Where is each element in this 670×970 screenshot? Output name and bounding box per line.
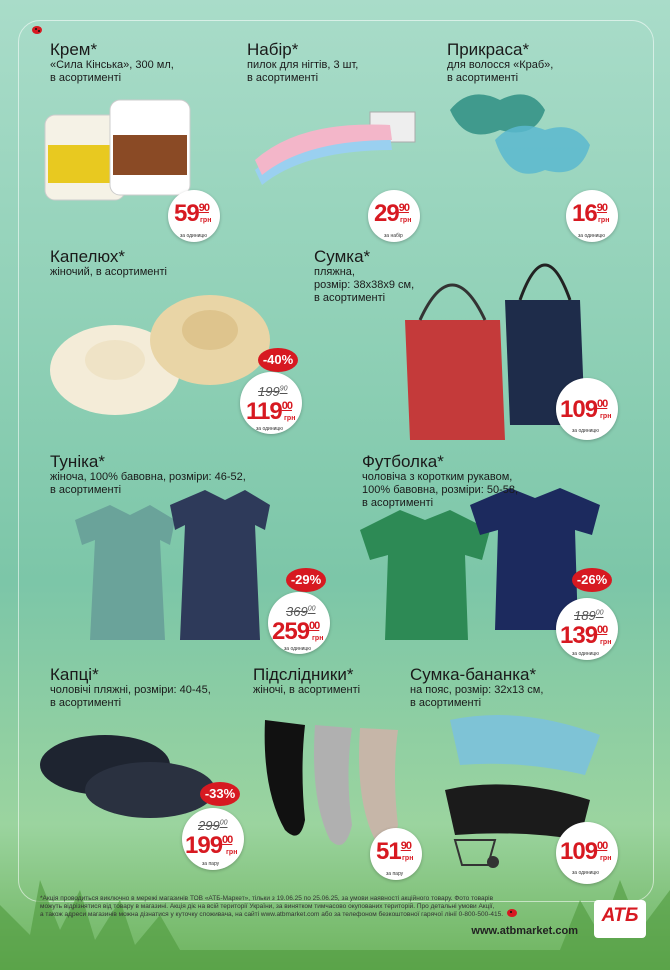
product-desc: на пояс, розмір: 32x13 см, [410, 684, 544, 696]
price-badge: $189^{00}$ $139^{00}$ грн за одиницю [556, 598, 618, 660]
footnote-line: *Акція проводиться виключно в мережі магазинів ТОВ «АТБ-Маркет», тільки з 19.06.25 по 25.06.25, за умови наявності акційного товару. Фото товарів [40, 895, 494, 902]
product-desc: розмір: 38x38x9 см, [314, 279, 415, 291]
product-title: Набір* [247, 40, 299, 59]
product-futbolka [362, 452, 622, 510]
tunic-image [75, 490, 270, 640]
product-title: Сумка-бананка* [410, 665, 537, 684]
product-desc: в асортименті [50, 484, 122, 496]
product-desc: в асортименті [362, 497, 434, 509]
hat-image [50, 295, 270, 415]
website-link[interactable]: www.atbmarket.com [471, 925, 578, 937]
ladybug-icon [32, 26, 42, 34]
legal-footnote [40, 895, 540, 919]
product-nabir [247, 40, 437, 85]
product-desc: для волосся «Краб», [447, 59, 554, 71]
product-desc: в асортименті [247, 72, 319, 84]
nail-file-set-image [255, 112, 415, 185]
product-pidslidnyky [253, 665, 413, 697]
clogs-image [40, 735, 215, 818]
product-title: Капелюх* [50, 247, 126, 266]
discount-badge: -33% [200, 782, 240, 806]
product-tunika [50, 452, 350, 497]
product-desc: 100% бавовна, розміри: 50-58, [362, 484, 519, 496]
footnote-line: можуть відрізнятися від товару в магазині. Акція діє на всій території України, за винятком тимчасово окупованих територій. Про детальні умови Акції, [40, 903, 495, 910]
cream-jars-image [45, 100, 190, 200]
product-kapeliukh [50, 247, 290, 279]
price-badge: $16^{90}$ грн за одиницю [566, 190, 618, 242]
product-desc: в асортименті [50, 697, 122, 709]
price-badge: $199^{90}$ $119^{00}$ грн за одиницю [240, 372, 302, 434]
hair-claw-image [450, 94, 590, 173]
product-kaptsi [50, 665, 250, 710]
basket-icon [455, 840, 499, 868]
product-desc: в асортименті [410, 697, 482, 709]
product-prykrasa [447, 40, 637, 85]
footnote-line: а також адреси магазинів можна дізнатися у куточку споживача, на сайті www.atbmarket.com або за телефоном безкоштовної гарячої лінії 0-800-500-415. [40, 911, 504, 918]
atb-logo: АТБ [594, 900, 646, 938]
price-badge: $59^{90}$ грн за одиницю [168, 190, 220, 242]
product-title: Туніка* [50, 452, 105, 471]
product-desc: жіночі, в асортименті [253, 684, 361, 696]
price-badge: $109^{00}$ грн за одиницю [556, 822, 618, 884]
price-badge: $369^{00}$ $259^{00}$ грн за одиницю [268, 592, 330, 654]
product-desc: жіноча, 100% бавовна, розміри: 46-52, [50, 471, 246, 483]
product-sumka [314, 247, 514, 305]
product-desc: «Сила Кінська», 300 мл, [50, 59, 174, 71]
product-desc: жіночий, в асортименті [50, 266, 167, 278]
product-desc: пилок для нігтів, 3 шт, [247, 59, 359, 71]
product-krem [50, 40, 240, 85]
price-badge: $109^{00}$ грн за одиницю [556, 378, 618, 440]
product-desc: в асортименті [447, 72, 519, 84]
discount-badge: -29% [286, 568, 326, 592]
product-bananka [410, 665, 640, 710]
product-desc: в асортименті [314, 292, 386, 304]
product-desc: чоловічі пляжні, розміри: 40-45, [50, 684, 211, 696]
product-title: Прикраса* [447, 40, 530, 59]
price-badge: $29^{90}$ грн за набір [368, 190, 420, 242]
product-title: Сумка* [314, 247, 371, 266]
product-title: Капці* [50, 665, 99, 684]
product-title: Крем* [50, 40, 98, 59]
product-title: Футболка* [362, 452, 444, 471]
footies-image [265, 720, 398, 845]
product-desc: в асортименті [50, 72, 122, 84]
product-title: Підслідники* [253, 665, 354, 684]
discount-badge: -26% [572, 568, 612, 592]
price-badge: $299^{00}$ $199^{00}$ грн за пару [182, 808, 244, 870]
price-badge: $51^{90}$ грн за пару [370, 828, 422, 880]
product-desc: пляжна, [314, 266, 355, 278]
discount-badge: -40% [258, 348, 298, 372]
product-desc: чоловіча з коротким рукавом, [362, 471, 513, 483]
belt-bag-image [445, 715, 600, 840]
